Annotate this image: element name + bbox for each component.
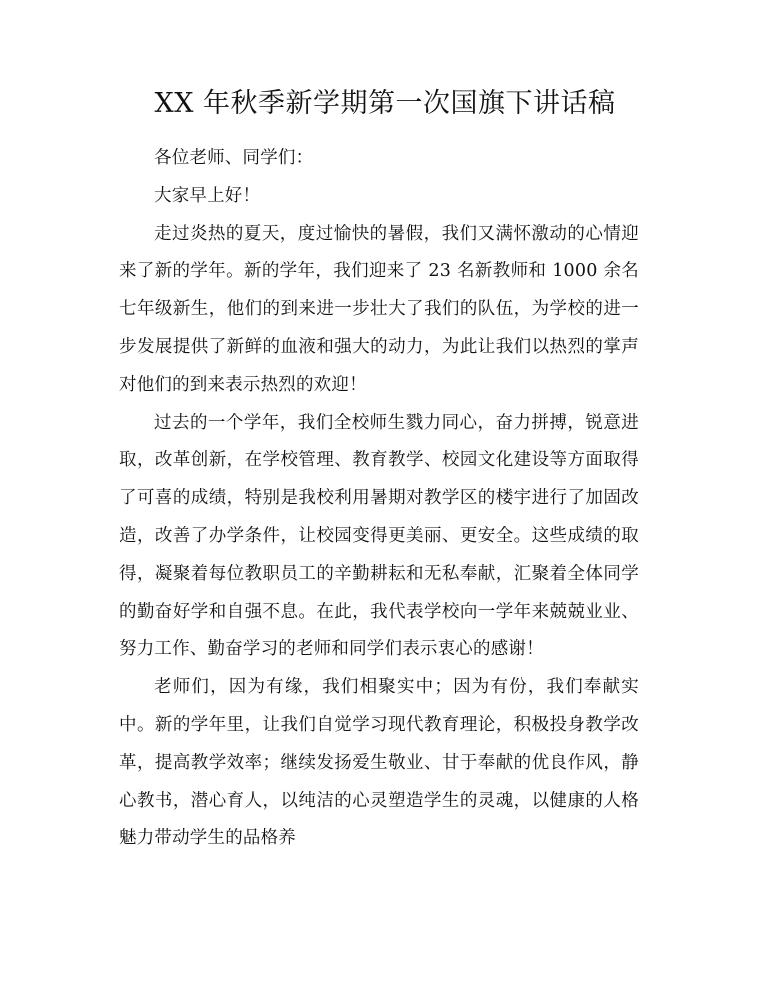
paragraph-welcome: 走过炎热的夏天，度过愉快的暑假，我们又满怀激动的心情迎来了新的学年。新的学年，我们迎来了 23 名新教师和 1000 余名七年级新生，他们的到来进一步壮大了我们的队伍，为学校的进一步发展提供了新鲜的血液和强大的动力，为此让我们以热烈的掌声对他们的到来表示热烈的欢迎！ xyxy=(119,223,639,395)
salutation: 各位老师、同学们： xyxy=(154,148,314,168)
document-title: XX 年秋季新学期第一次国旗下讲话稿 xyxy=(154,88,616,119)
document-body xyxy=(119,140,639,858)
greeting: 大家早上好！ xyxy=(154,185,261,206)
paragraph-teachers: 老师们，因为有缘，我们相聚实中；因为有份，我们奉献实中。新的学年里，让我们自觉学习现代教育理论，积极投身教学改革，提高教学效率；继续发扬爱生敬业、甘于奉献的优良作风，静心教书，潜心育人，以纯洁的心灵塑造学生的灵魂，以健康的人格魅力带动学生的品格养 xyxy=(119,677,639,849)
paragraph-achievements: 过去的一个学年，我们全校师生戮力同心，奋力拼搏，锐意进取，改革创新，在学校管理、教育教学、校园文化建设等方面取得了可喜的成绩，特别是我校利用暑期对教学区的楼宇进行了加固改造，改善了办学条件，让校园变得更美丽、更安全。这些成绩的取得，凝聚着每位教职员工的辛勤耕耘和无私奉献，汇聚着全体同学的勤奋好学和自强不息。在此，我代表学校向一学年来兢兢业业、努力工作、勤奋学习的老师和同学们表示衷心的感谢！ xyxy=(119,412,639,660)
